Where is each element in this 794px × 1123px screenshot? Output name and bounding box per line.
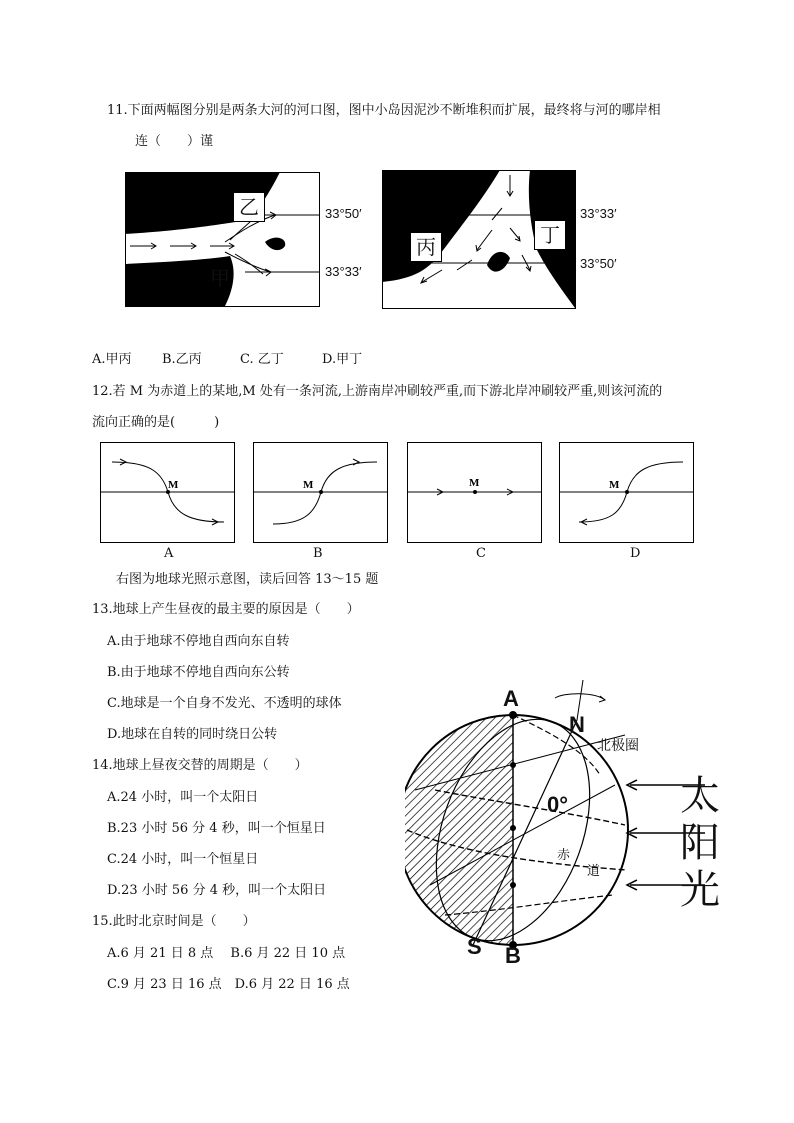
river-c-point-label: M xyxy=(469,477,480,489)
river-diagram-d xyxy=(559,442,695,544)
river-b-point-label: M xyxy=(303,479,314,491)
q14-option-d: D.23 小时 56 分 4 秒，叫一个太阳日 xyxy=(107,883,327,898)
globe-label-s: S xyxy=(467,934,482,959)
q14-option-a: A.24 小时，叫一个太阳日 xyxy=(107,790,259,805)
map2-lat-top: 33°33′ xyxy=(580,206,617,221)
river-diagram-c xyxy=(407,442,543,544)
q12-caption-d: D xyxy=(630,546,641,561)
q11-text-line1: 11.下面两幅图分别是两条大河的河口图，图中小岛因泥沙不断堆积而扩展，最终将与河的哪岸相 xyxy=(107,103,661,118)
map1-lat-top: 33°50′ xyxy=(325,206,362,221)
river-diagram-b xyxy=(253,442,389,544)
river-b-graphic xyxy=(253,442,389,544)
q11-text-line2: 连（ ）谨 xyxy=(135,134,214,149)
q12-caption-b: B xyxy=(313,546,323,561)
q13-option-a: A.由于地球不停地自西向东自转 xyxy=(107,634,290,649)
estuary-map-1 xyxy=(125,172,325,307)
river-d-graphic xyxy=(559,442,695,544)
sunlight-label-1: 太 xyxy=(680,774,720,818)
q11-option-b: B.乙丙 xyxy=(162,352,202,367)
q13-option-b: B.由于地球不停地自西向东公转 xyxy=(107,665,290,680)
q14-option-c: C.24 小时，叫一个恒星日 xyxy=(107,852,259,867)
globe-label-b: B xyxy=(505,943,521,968)
map2-label-bing: 丙 xyxy=(410,232,442,262)
q11-option-c: C. 乙丁 xyxy=(240,352,284,367)
q12-text-line2: 流向正确的是( ) xyxy=(92,415,220,430)
sunlight-label-3: 光 xyxy=(680,868,720,912)
q13-option-d: D.地球在自转的同时绕日公转 xyxy=(107,727,278,742)
q12-caption-c: C xyxy=(476,546,486,561)
river-diagram-a xyxy=(100,442,236,544)
globe-meridian-label: 0° xyxy=(547,792,569,817)
q15-options-line1: A.6 月 21 日 8 点 B.6 月 22 日 10 点 xyxy=(107,946,346,961)
globe-arctic-circle-label: 北极圈 xyxy=(597,738,639,754)
q13-option-c: C.地球是一个自身不发光、不透明的球体 xyxy=(107,696,342,711)
q12-text-line1: 12.若 M 为赤道上的某地,M 处有一条河流,上游南岸冲刷较严重,而下游北岸冲刷较严重,则该河流的 xyxy=(92,384,663,399)
q11-option-a: A.甲丙 xyxy=(92,352,132,367)
map1-lat-bottom: 33°33′ xyxy=(325,264,362,279)
globe-label-a: A xyxy=(503,686,519,711)
q15-stem: 15.此时北京时间是（ ） xyxy=(92,914,256,929)
q15-options-line2: C.9 月 23 日 16 点 D.6 月 22 日 16 点 xyxy=(107,977,350,992)
map1-label-jia: 甲 xyxy=(210,266,230,290)
river-c-graphic xyxy=(407,442,543,544)
river-d-point-label: M xyxy=(609,479,620,491)
globe-equator-label-2: 道 xyxy=(587,864,601,879)
estuary-map-2 xyxy=(382,170,577,310)
globe-label-n: N xyxy=(569,712,585,737)
q14-stem: 14.地球上昼夜交替的周期是（ ） xyxy=(92,758,308,773)
sunlight-label-2: 阳 xyxy=(680,821,720,865)
globe-equator-label-1: 赤 xyxy=(557,848,571,863)
q11-option-d: D.甲丁 xyxy=(322,352,363,367)
globe-illumination-diagram xyxy=(405,680,735,970)
q13-stem: 13.地球上产生昼夜的最主要的原因是（ ） xyxy=(92,602,360,617)
q12-caption-a: A xyxy=(164,546,174,561)
river-a-graphic xyxy=(100,442,236,544)
map2-lat-bottom: 33°50′ xyxy=(580,256,617,271)
river-a-point-label: M xyxy=(168,479,179,491)
map1-label-yi: 乙 xyxy=(233,192,265,222)
intro-text: 右图为地球光照示意图，读后回答 13～15 题 xyxy=(116,572,379,587)
q14-option-b: B.23 小时 56 分 4 秒，叫一个恒星日 xyxy=(107,821,326,836)
map2-label-ding: 丁 xyxy=(534,220,566,250)
